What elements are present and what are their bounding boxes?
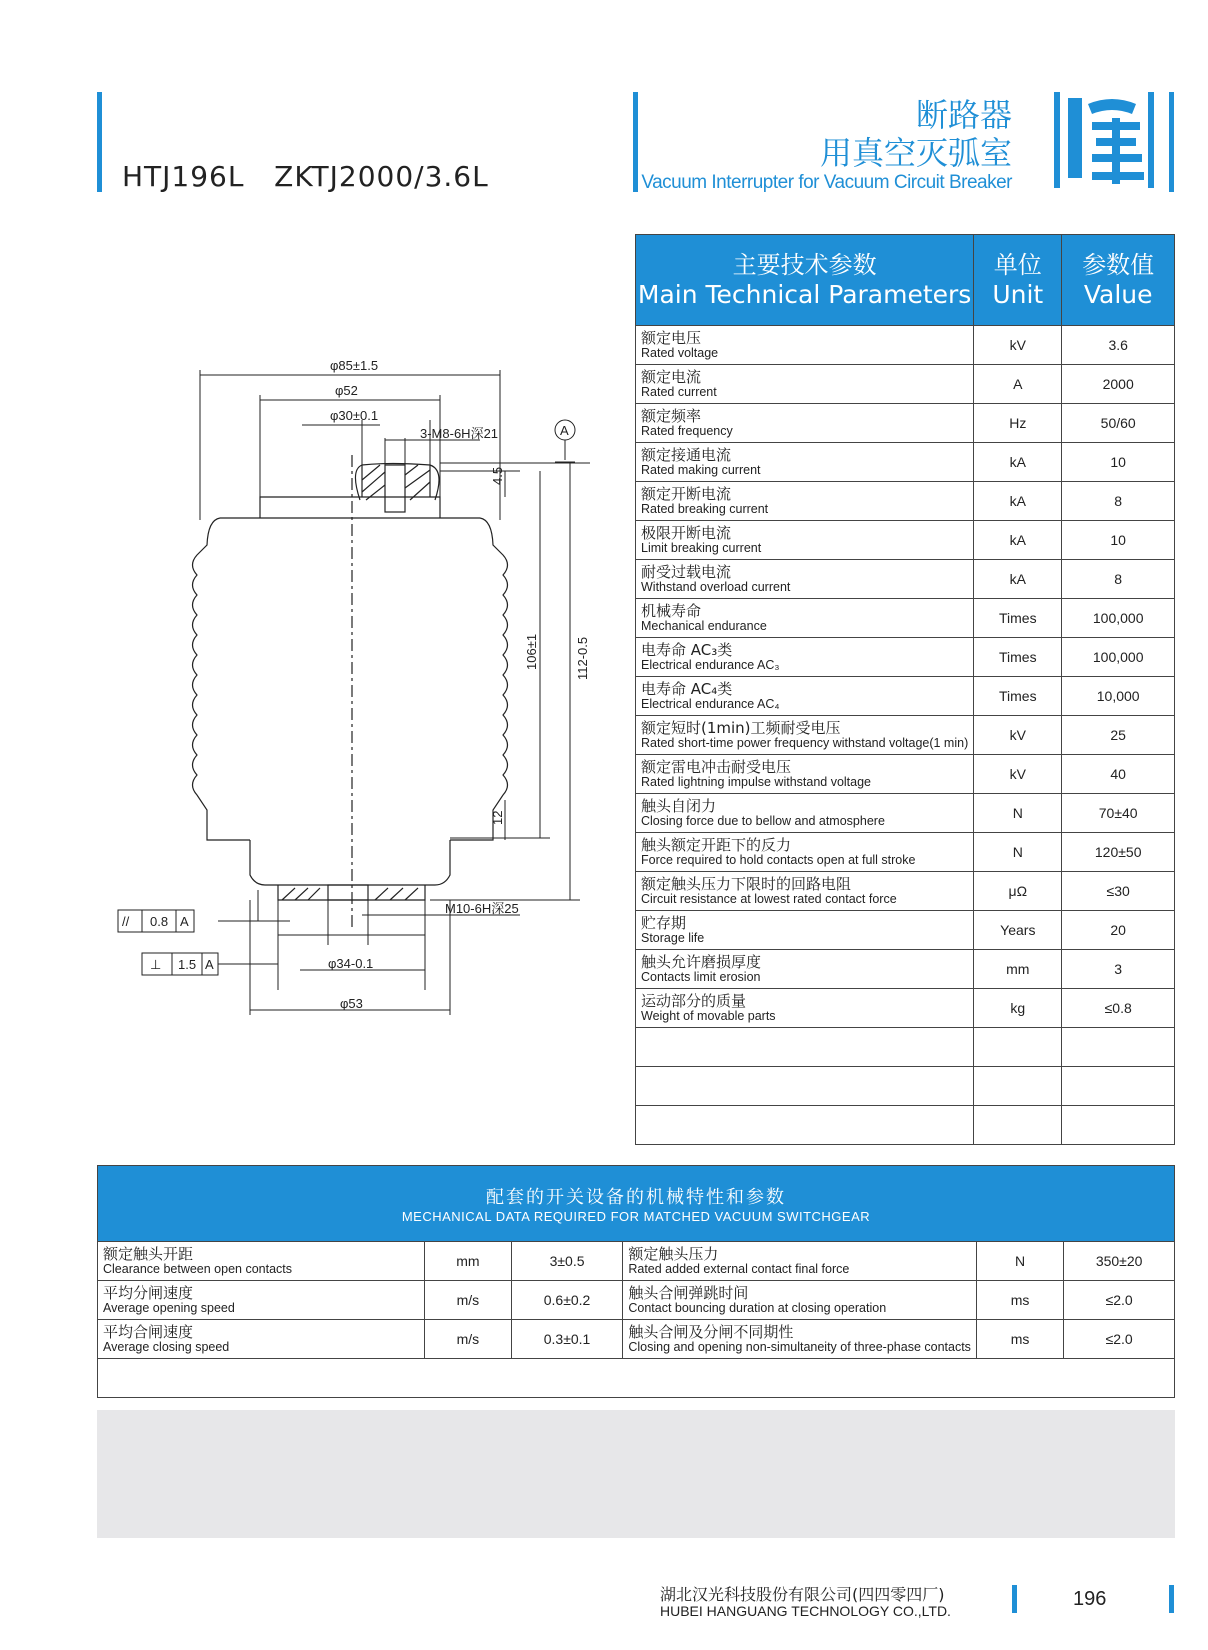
value-head-en: Value: [1083, 280, 1153, 309]
mech-right-en: Closing and opening non-simultaneity of three-phase contacts: [628, 1340, 971, 1354]
param-unit: kV: [974, 755, 1062, 794]
right-accent-bar: [1169, 92, 1174, 192]
mech-left-cn: 平均分闸速度: [103, 1284, 194, 1302]
param-row-empty: [636, 1028, 1175, 1067]
param-name-en: Rated breaking current: [641, 502, 769, 516]
param-name: [636, 443, 974, 482]
param-unit: kA: [974, 443, 1062, 482]
mech-right-unit: ms: [976, 1320, 1063, 1359]
unit-head-cn: 单位: [993, 251, 1042, 279]
param-unit: Hz: [974, 404, 1062, 443]
footer-accent-bar-left: [1012, 1585, 1017, 1613]
mech-header-row: [98, 1166, 1175, 1242]
params-head-name: [636, 235, 974, 326]
mech-left-cn: 平均合闸速度: [103, 1323, 194, 1341]
tolerance-parallel: [118, 910, 194, 932]
param-row-empty: [636, 1106, 1175, 1145]
param-value: 8: [1062, 560, 1175, 599]
empty-cell: [1062, 1106, 1175, 1145]
param-row: [636, 599, 1175, 638]
param-row: [636, 482, 1175, 521]
param-name-en: Storage life: [641, 931, 705, 945]
footer-company-en: HUBEI HANGUANG TECHNOLOGY CO.,LTD.: [660, 1603, 951, 1619]
param-unit: Years: [974, 911, 1062, 950]
param-name: [636, 638, 974, 677]
param-unit: N: [974, 833, 1062, 872]
empty-cell: [636, 1106, 974, 1145]
mech-row: [98, 1242, 1175, 1281]
param-row: [636, 911, 1175, 950]
param-value: 8: [1062, 482, 1175, 521]
param-name: [636, 365, 974, 404]
mech-right-unit: ms: [976, 1281, 1063, 1320]
param-name-cn: 额定接通电流: [641, 446, 732, 464]
left-accent-bar: [97, 92, 102, 192]
mechanical-data-table: [97, 1165, 1175, 1398]
tol-parallel-ref: A: [180, 914, 189, 929]
param-value: 10: [1062, 443, 1175, 482]
empty-cell: [1062, 1067, 1175, 1106]
param-name-cn: 额定雷电冲击耐受电压: [641, 758, 792, 776]
param-name-en: Closing force due to bellow and atmosphere: [641, 814, 885, 828]
dim-thread-bottom: M10-6H深25: [445, 901, 519, 916]
empty-cell: [974, 1067, 1062, 1106]
param-name: [636, 833, 974, 872]
param-name-en: Rated frequency: [641, 424, 733, 438]
param-name: [636, 911, 974, 950]
param-name-en: Force required to hold contacts open at full stroke: [641, 853, 916, 867]
param-unit: Times: [974, 599, 1062, 638]
mech-row: [98, 1320, 1175, 1359]
param-row: [636, 560, 1175, 599]
param-name-en: Mechanical endurance: [641, 619, 767, 633]
main-parameters-table: [635, 234, 1175, 1145]
mech-param-right: [623, 1320, 977, 1359]
mech-head-en: MECHANICAL DATA REQUIRED FOR MATCHED VACUUM SWITCHGEAR: [401, 1209, 871, 1224]
mech-row: [98, 1281, 1175, 1320]
param-row: [636, 755, 1175, 794]
dim-12: 12: [490, 810, 505, 825]
param-name-en: Limit breaking current: [641, 541, 762, 555]
param-value: 10,000: [1062, 677, 1175, 716]
param-name: [636, 950, 974, 989]
param-row: [636, 833, 1175, 872]
param-row: [636, 365, 1175, 404]
param-name: [636, 482, 974, 521]
mech-left-unit: m/s: [425, 1281, 512, 1320]
param-name-cn: 额定短时(1min)工频耐受电压: [641, 719, 841, 737]
param-unit: kA: [974, 521, 1062, 560]
param-name-cn: 贮存期: [641, 914, 687, 932]
tol-perp-symbol: ⊥: [150, 957, 162, 972]
mech-left-en: Average opening speed: [103, 1301, 235, 1315]
params-head-value: [1062, 235, 1175, 326]
param-name-cn: 触头自闭力: [641, 797, 717, 815]
dim-30: φ30±0.1: [330, 408, 379, 423]
mech-right-en: Rated added external contact final force: [628, 1262, 850, 1276]
param-row: [636, 326, 1175, 365]
param-name-en: Rated voltage: [641, 346, 719, 360]
datum-label: A: [560, 423, 569, 438]
title-en: Vacuum Interrupter for Vacuum Circuit Breaker: [641, 172, 1012, 193]
footer-company-cn: 湖北汉光科技股份有限公司(四四零四厂): [660, 1585, 945, 1604]
param-unit: A: [974, 365, 1062, 404]
dim-outer-diameter: φ85±1.5: [330, 358, 379, 373]
param-name-cn: 极限开断电流: [641, 524, 732, 542]
param-name: [636, 599, 974, 638]
param-name: [636, 872, 974, 911]
param-name: [636, 677, 974, 716]
param-name-cn: 额定开断电流: [641, 485, 732, 503]
mech-left-cn: 额定触头开距: [103, 1245, 194, 1263]
footer-accent-bar-right: [1169, 1585, 1174, 1613]
param-name-cn: 额定电压: [641, 329, 702, 347]
mech-left-unit: mm: [425, 1242, 512, 1281]
title-cn-line2: 用真空灭弧室: [819, 134, 1012, 172]
mech-head: [98, 1166, 1175, 1242]
param-name-cn: 额定触头压力下限时的回路电阻: [641, 875, 852, 893]
param-value: 120±50: [1062, 833, 1175, 872]
param-row: [636, 443, 1175, 482]
param-row: [636, 716, 1175, 755]
param-value: 3.6: [1062, 326, 1175, 365]
mech-right-value: ≤2.0: [1064, 1320, 1175, 1359]
mech-right-cn: 触头合闸弹跳时间: [628, 1284, 749, 1302]
dim-52: φ52: [335, 383, 358, 398]
title-cn-line1: 断路器: [915, 96, 1012, 134]
mech-right-unit: N: [976, 1242, 1063, 1281]
param-unit: kV: [974, 326, 1062, 365]
model-number: HTJ196L ZKTJ2000/3.6L: [122, 160, 489, 193]
param-name-en: Rated current: [641, 385, 717, 399]
param-name-cn: 额定频率: [641, 407, 702, 425]
mech-head-cn: 配套的开关设备的机械特性和参数: [486, 1187, 786, 1208]
params-header-row: [636, 235, 1175, 326]
param-name-cn: 额定电流: [641, 368, 702, 386]
page-number: 196: [1073, 1588, 1107, 1610]
param-name-en: Rated short-time power frequency withstand voltage(1 min): [641, 736, 969, 750]
param-unit: N: [974, 794, 1062, 833]
hanguang-logo-icon: [1052, 88, 1156, 192]
param-row-empty: [636, 1067, 1175, 1106]
param-name: [636, 521, 974, 560]
param-name: [636, 716, 974, 755]
param-name: [636, 404, 974, 443]
title-accent-bar: [633, 92, 638, 192]
param-name-cn: 触头额定开距下的反力: [641, 836, 792, 854]
mech-left-value: 3±0.5: [511, 1242, 623, 1281]
param-name-cn: 电寿命 AC₃类: [641, 641, 733, 659]
param-unit: kA: [974, 560, 1062, 599]
param-value: 25: [1062, 716, 1175, 755]
title-cn: [820, 96, 1012, 172]
dim-thread-top: 3-M8-6H深21: [420, 426, 499, 441]
param-unit: kV: [974, 716, 1062, 755]
tol-perp-ref: A: [205, 957, 214, 972]
param-name-cn: 触头允许磨损厚度: [641, 953, 762, 971]
param-row: [636, 677, 1175, 716]
empty-cell: [974, 1028, 1062, 1067]
mech-left-unit: m/s: [425, 1320, 512, 1359]
param-name-cn: 机械寿命: [641, 602, 702, 620]
params-head-unit: [974, 235, 1062, 326]
param-value: ≤30: [1062, 872, 1175, 911]
param-row: [636, 638, 1175, 677]
param-name: [636, 560, 974, 599]
param-name-en: Withstand overload current: [641, 580, 791, 594]
param-name-en: Contacts limit erosion: [641, 970, 761, 984]
param-row: [636, 989, 1175, 1028]
param-name: [636, 755, 974, 794]
tol-parallel-symbol: //: [122, 914, 130, 929]
tol-parallel-value: 0.8: [150, 914, 169, 929]
param-unit: kA: [974, 482, 1062, 521]
mech-param-left: [98, 1281, 425, 1320]
param-row: [636, 872, 1175, 911]
param-name-en: Rated lightning impulse withstand voltage: [641, 775, 871, 789]
param-value: ≤0.8: [1062, 989, 1175, 1028]
param-row: [636, 950, 1175, 989]
param-name-cn: 电寿命 AC₄类: [641, 680, 733, 698]
param-name-cn: 耐受过载电流: [641, 563, 732, 581]
param-name-cn: 运动部分的质量: [641, 992, 747, 1010]
gray-panel: [97, 1410, 1175, 1538]
param-name-en: Weight of movable parts: [641, 1009, 776, 1023]
param-unit: Times: [974, 677, 1062, 716]
empty-cell: [98, 1359, 1175, 1398]
unit-head-en: Unit: [992, 280, 1044, 309]
param-unit: μΩ: [974, 872, 1062, 911]
empty-cell: [1062, 1028, 1175, 1067]
empty-cell: [974, 1106, 1062, 1145]
interrupter-drawing: [100, 358, 620, 1030]
mech-right-value: ≤2.0: [1064, 1281, 1175, 1320]
mech-left-value: 0.6±0.2: [511, 1281, 623, 1320]
dim-45: 4.5: [490, 466, 505, 485]
mech-right-en: Contact bouncing duration at closing operation: [628, 1301, 887, 1315]
param-value: 20: [1062, 911, 1175, 950]
mech-param-left: [98, 1320, 425, 1359]
param-value: 100,000: [1062, 599, 1175, 638]
param-value: 40: [1062, 755, 1175, 794]
mech-left-en: Average closing speed: [103, 1340, 230, 1354]
mech-param-left: [98, 1242, 425, 1281]
mech-right-cn: 触头合闸及分闸不同期性: [628, 1323, 794, 1341]
param-row: [636, 794, 1175, 833]
mech-left-value: 0.3±0.1: [511, 1320, 623, 1359]
tolerance-perpendicular: [142, 953, 218, 975]
dim-34: φ34-0.1: [328, 956, 374, 971]
dim-112: 112-0.5: [575, 636, 590, 680]
param-unit: Times: [974, 638, 1062, 677]
mech-right-value: 350±20: [1064, 1242, 1175, 1281]
param-value: 3: [1062, 950, 1175, 989]
param-value: 2000: [1062, 365, 1175, 404]
param-name-en: Circuit resistance at lowest rated contact force: [641, 892, 897, 906]
mech-param-right: [623, 1281, 977, 1320]
params-head-en: Main Technical Parameters: [637, 280, 972, 309]
param-name-en: Electrical endurance AC₃: [641, 658, 780, 672]
param-value: 100,000: [1062, 638, 1175, 677]
param-name-en: Electrical endurance AC₄: [641, 697, 780, 711]
param-name-en: Rated making current: [641, 463, 761, 477]
dim-53: φ53: [340, 996, 363, 1011]
param-unit: mm: [974, 950, 1062, 989]
param-value: 70±40: [1062, 794, 1175, 833]
param-unit: kg: [974, 989, 1062, 1028]
param-name: [636, 326, 974, 365]
params-head-cn: 主要技术参数: [732, 251, 877, 279]
param-name: [636, 989, 974, 1028]
empty-cell: [636, 1028, 974, 1067]
param-name: [636, 794, 974, 833]
param-value: 10: [1062, 521, 1175, 560]
tol-perp-value: 1.5: [178, 957, 197, 972]
mech-param-right: [623, 1242, 977, 1281]
value-head-cn: 参数值: [1082, 251, 1155, 279]
mech-left-en: Clearance between open contacts: [103, 1262, 293, 1276]
mech-right-cn: 额定触头压力: [628, 1245, 719, 1263]
param-value: 50/60: [1062, 404, 1175, 443]
param-row: [636, 404, 1175, 443]
empty-cell: [636, 1067, 974, 1106]
param-row: [636, 521, 1175, 560]
mech-row-empty: [98, 1359, 1175, 1398]
dim-106: 106±1: [524, 633, 539, 670]
